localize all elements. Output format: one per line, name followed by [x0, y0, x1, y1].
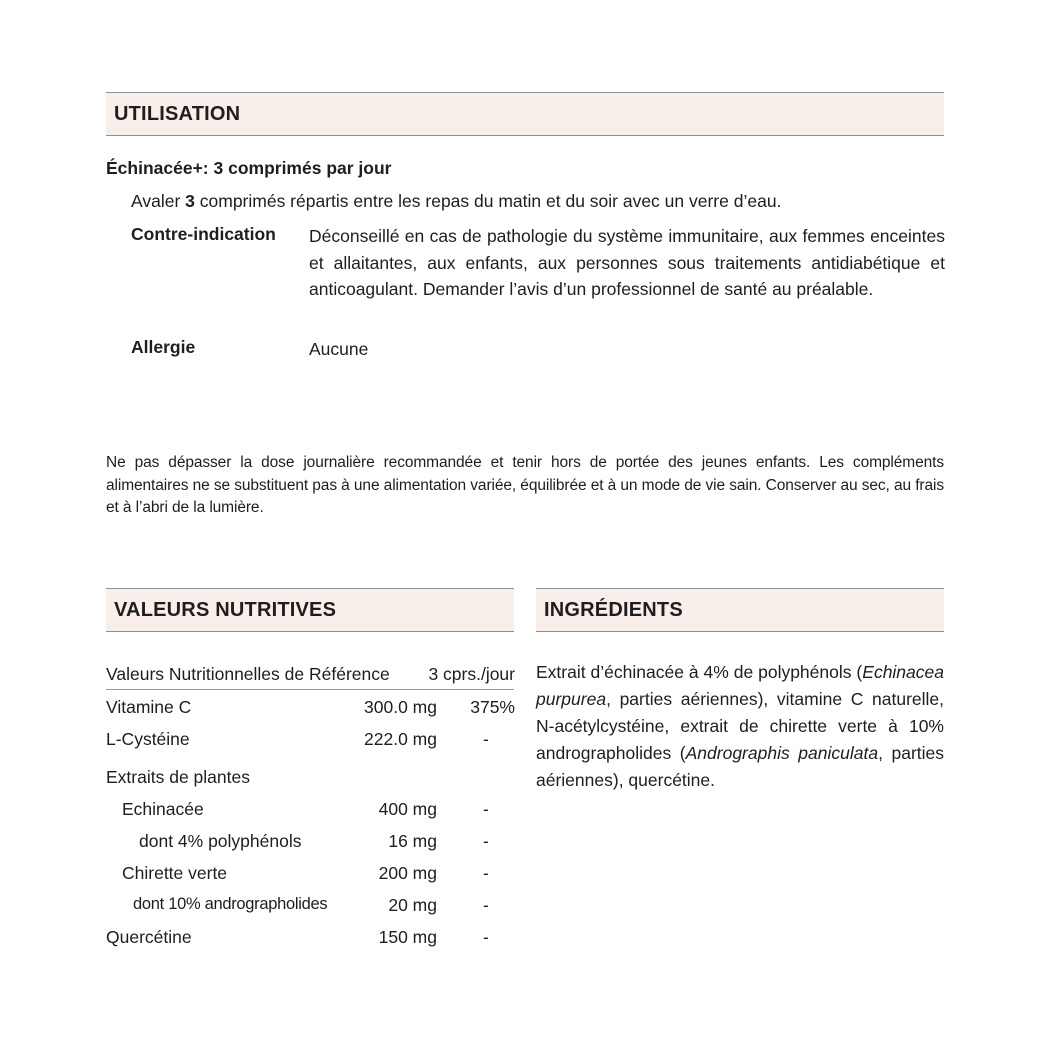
ingredients-part: , parties aériennes), quercétine.: [536, 743, 944, 790]
nutrient-vnr: -: [483, 927, 489, 947]
nutrient-vnr: 375%: [470, 697, 515, 717]
nutrient-vnr: -: [483, 729, 489, 749]
nutrient-quantity: 16 mg: [388, 831, 437, 851]
nutrient-group-name: Extraits de plantes: [106, 767, 250, 787]
ingredients-section-header: INGRÉDIENTS: [536, 588, 944, 632]
nutrient-vnr: -: [483, 863, 489, 883]
nutrient-vnr: -: [483, 831, 489, 851]
allergy-label: Allergie: [131, 337, 196, 357]
ingredients-latin-name: Andrographis paniculata: [685, 743, 879, 763]
ingredients-text: [536, 659, 944, 794]
usage-instructions-post: comprimés répartis entre les repas du matin et du soir avec un verre d’eau.: [194, 191, 782, 211]
usage-instructions: [131, 191, 781, 212]
allergy-text: Aucune: [309, 339, 369, 359]
nutrient-vnr: -: [483, 895, 489, 915]
usage-section-header: UTILISATION: [106, 92, 944, 136]
ingredients-part: , parties aériennes), vitamine C naturelle, N-acétylcystéine, extrait de chirette verte à 10% andrographolides (: [536, 689, 944, 763]
nutrition-col-dose: 3 cprs./jour: [428, 664, 515, 684]
nutrient-name: dont 10% andrographolides: [133, 895, 328, 913]
nutrition-col-reference: Valeurs Nutritionnelles de Référence: [106, 664, 390, 684]
nutrient-name: Vitamine C: [106, 697, 192, 717]
nutrition-section-header: VALEURS NUTRITIVES: [106, 588, 514, 632]
nutrition-header-divider: [106, 689, 514, 690]
nutrient-quantity: 222.0 mg: [364, 729, 437, 749]
nutrient-quantity: 20 mg: [388, 895, 437, 915]
usage-instructions-count: 3: [185, 191, 195, 211]
nutrient-name: Echinacée: [122, 799, 204, 819]
nutrient-quantity: 150 mg: [378, 927, 437, 947]
contraindication-text: Déconseillé en cas de pathologie du système immunitaire, aux femmes enceintes et allaitantes, aux enfants, aux personnes sous traitements antidiabétique et anticoagulant. Demander l’avis d’un professionnel de santé au préalable.: [309, 226, 945, 299]
nutrient-quantity: 300.0 mg: [364, 697, 437, 717]
usage-instructions-pre: Avaler: [131, 191, 186, 211]
nutrient-vnr: -: [483, 799, 489, 819]
nutrient-quantity: 200 mg: [378, 863, 437, 883]
contraindication-label: Contre-indication: [131, 224, 276, 244]
nutrient-name: L-Cystéine: [106, 729, 190, 749]
nutrient-name: Chirette verte: [122, 863, 228, 883]
nutrient-quantity: 400 mg: [378, 799, 437, 819]
nutrient-name: Quercétine: [106, 927, 192, 947]
ingredients-part: Extrait d’échinacée à 4% de polyphénols (: [536, 662, 863, 682]
usage-subtitle: Échinacée+: 3 comprimés par jour: [106, 158, 392, 178]
ingredients-latin-name: Echinacea purpurea: [536, 662, 944, 709]
nutrient-name: dont 4% polyphénols: [139, 831, 302, 851]
storage-warning: Ne pas dépasser la dose journalière recommandée et tenir hors de portée des jeunes enfants. Les compléments alimentaires ne se substituent pas à une alimentation variée, équilibrée et à un mode de vie sain. Conserver au sec, au frais et à l’abri de la lumière.: [106, 454, 944, 516]
